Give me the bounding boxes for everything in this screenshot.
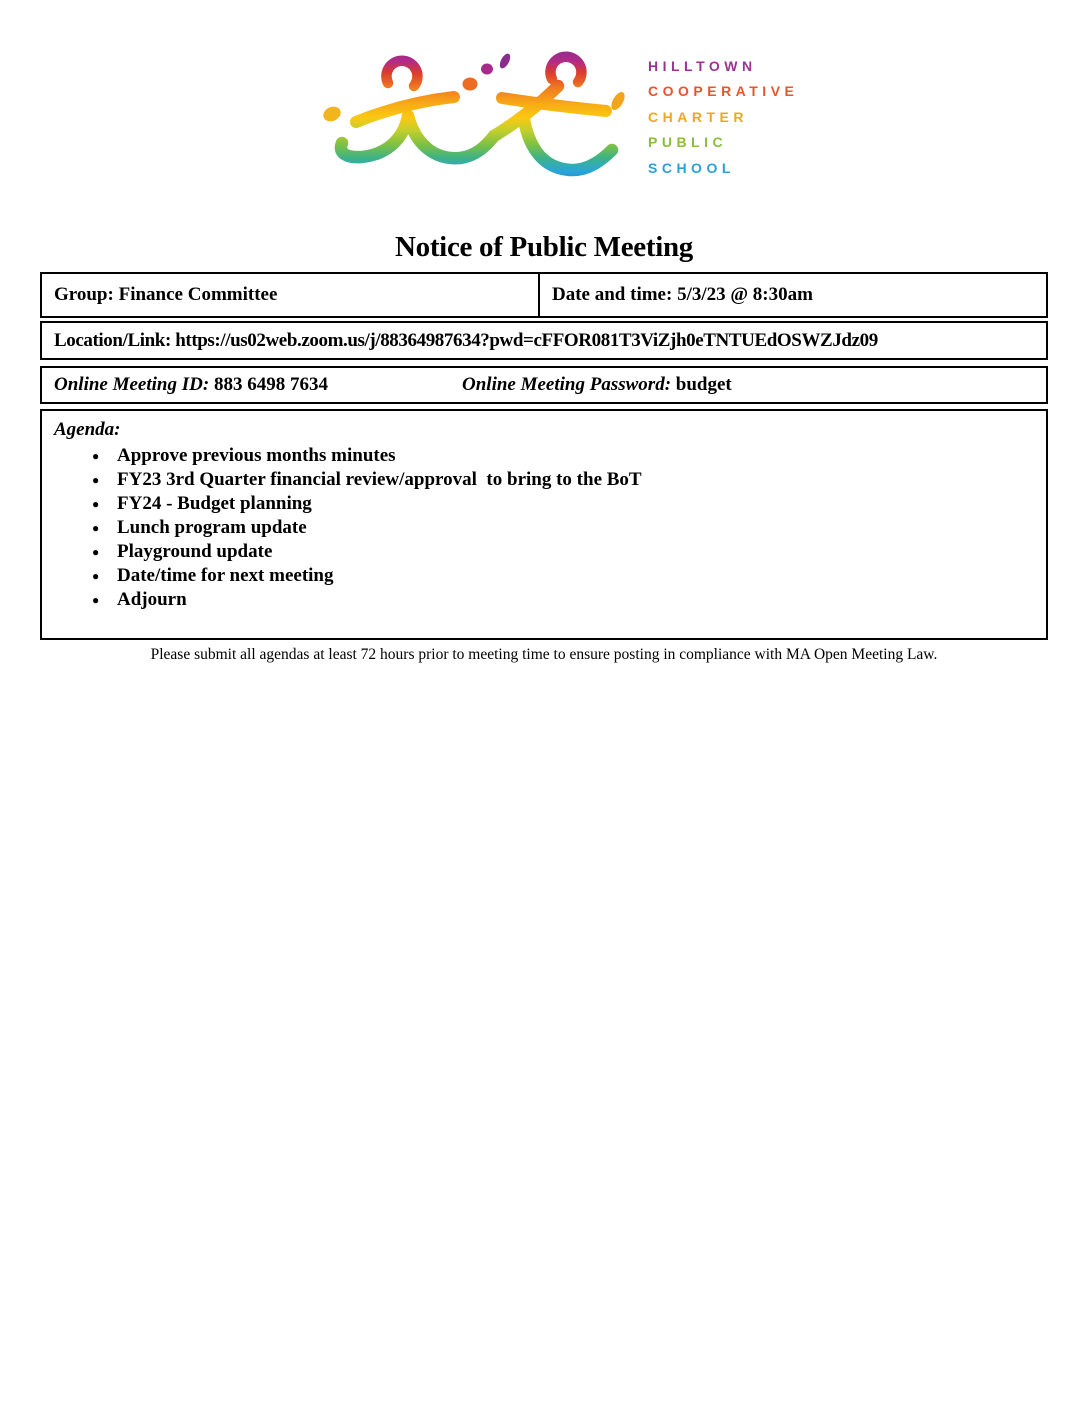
agenda-item: ● Lunch program update: [54, 516, 1034, 540]
agenda-section: [40, 409, 1048, 640]
location-label: Location/Link:: [54, 329, 171, 351]
datetime-label: Date and time:: [552, 284, 673, 305]
group-label: Group:: [54, 284, 114, 305]
datetime-value: 5/3/23 @ 8:30am: [677, 284, 813, 305]
location-row: [40, 321, 1048, 360]
agenda-list: [54, 444, 1034, 612]
meeting-password-value: budget: [675, 374, 732, 395]
compliance-note: Please submit all agendas at least 72 hours prior to meeting time to ensure posting in compliance with MA Open Meeting Law.: [150, 646, 938, 663]
group-cell: [42, 274, 540, 316]
meeting-id-label: Online Meeting ID:: [54, 374, 210, 395]
meeting-credentials-row: [40, 366, 1048, 404]
school-name-line: SCHOOL: [648, 159, 735, 176]
page-title: Notice of Public Meeting: [394, 231, 694, 263]
school-logo-icon: [318, 48, 652, 182]
datetime-cell: [540, 274, 1046, 316]
meeting-password-label: Online Meeting Password:: [462, 374, 672, 395]
agenda-label: Agenda:: [54, 419, 121, 440]
school-name: [648, 54, 798, 181]
agenda-item: ● Adjourn: [54, 588, 1034, 612]
agenda-item: ● Date/time for next meeting: [54, 564, 1034, 588]
agenda-item: ● FY24 - Budget planning: [54, 492, 1034, 516]
meeting-id-value: 883 6498 7634: [213, 374, 328, 395]
school-name-line: HILLTOWN: [648, 58, 757, 74]
school-name-line: CHARTER: [648, 108, 748, 125]
agenda-item: ● Approve previous months minutes: [54, 444, 1034, 468]
agenda-item: ● FY23 3rd Quarter financial review/approval to bring to the BoT: [54, 468, 1034, 492]
school-name-line: COOPERATIVE: [648, 83, 799, 100]
zoom-meeting-link[interactable]: https://us02web.zoom.us/j/88364987634?pwd=cFFOR081T3ViZjh0eTNTUEdOSWZJdz09: [175, 329, 878, 351]
agenda-item: ● Playground update: [54, 540, 1034, 564]
group-value: Finance Committee: [118, 284, 278, 305]
group-date-row: [40, 272, 1048, 318]
school-name-line: PUBLIC: [648, 134, 728, 151]
